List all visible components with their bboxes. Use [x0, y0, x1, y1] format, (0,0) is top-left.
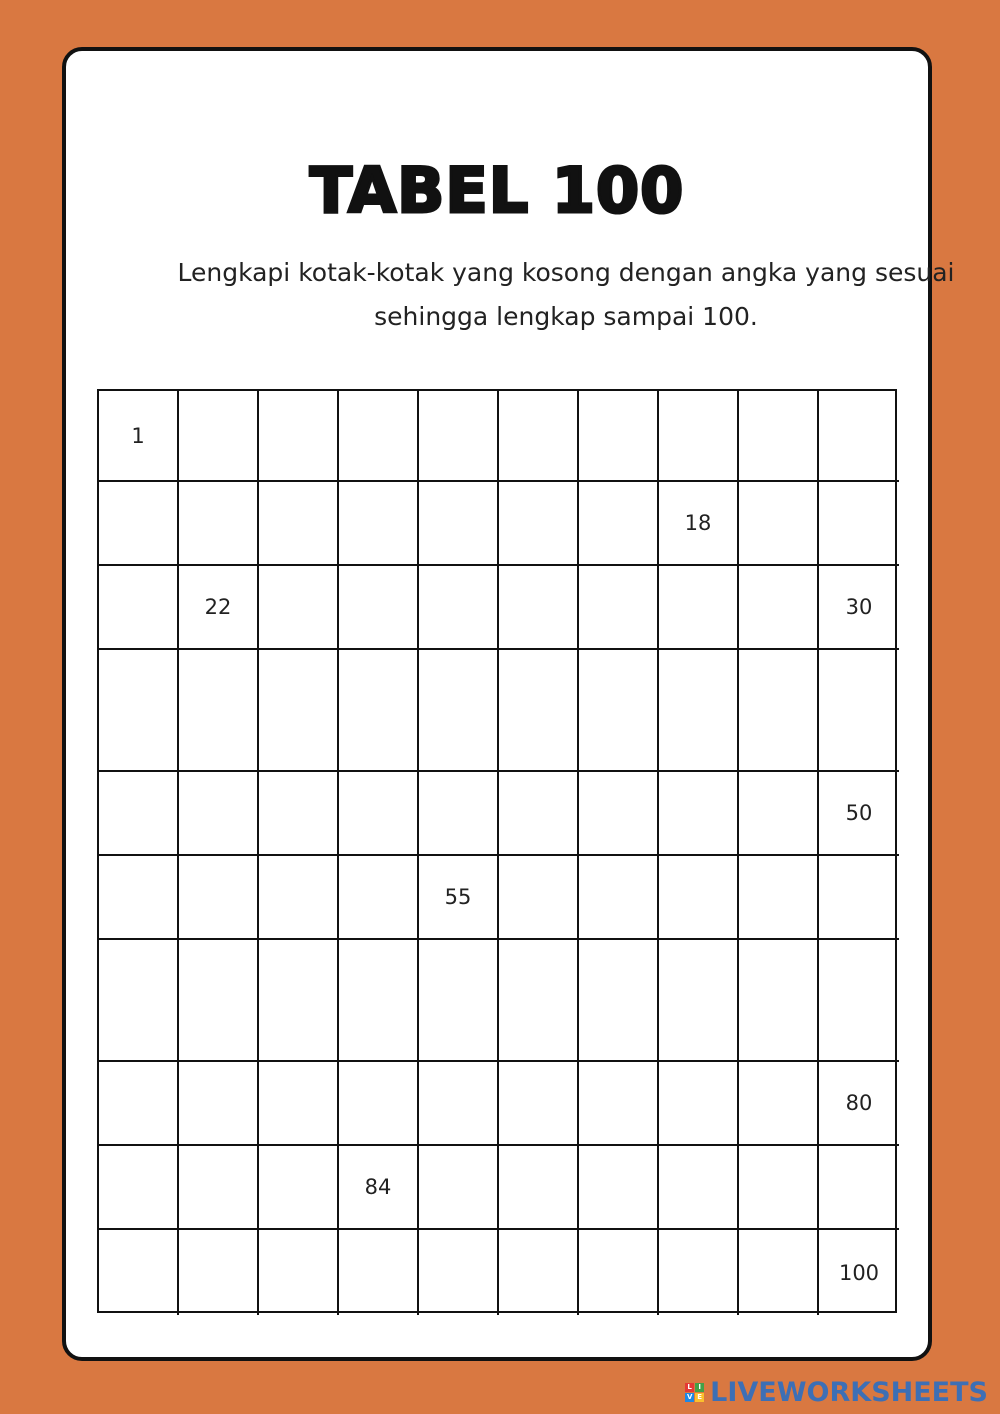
liveworksheets-brand: [685, 1377, 988, 1408]
grid-cell-blank[interactable]: [499, 1146, 579, 1230]
grid-cell-blank[interactable]: [99, 482, 179, 566]
grid-cell-blank[interactable]: [739, 940, 819, 1062]
grid-cell-blank[interactable]: [739, 650, 819, 772]
grid-cell-blank[interactable]: [739, 566, 819, 650]
grid-cell-blank[interactable]: [419, 1230, 499, 1315]
grid-cell-blank[interactable]: [259, 391, 339, 482]
grid-cell-blank[interactable]: [579, 1146, 659, 1230]
grid-cell-blank[interactable]: [99, 856, 179, 940]
grid-cell-number: 1: [99, 391, 179, 482]
grid-cell-blank[interactable]: [579, 566, 659, 650]
grid-cell-blank[interactable]: [499, 650, 579, 772]
grid-cell-blank[interactable]: [99, 1230, 179, 1315]
grid-cell-blank[interactable]: [659, 772, 739, 856]
grid-cell-blank[interactable]: [499, 566, 579, 650]
grid-cell-blank[interactable]: [659, 1062, 739, 1146]
grid-cell-blank[interactable]: [659, 856, 739, 940]
grid-cell-blank[interactable]: [819, 482, 899, 566]
grid-cell-blank[interactable]: [259, 1230, 339, 1315]
grid-cell-blank[interactable]: [579, 650, 659, 772]
grid-cell-blank[interactable]: [419, 772, 499, 856]
grid-cell-blank[interactable]: [419, 391, 499, 482]
grid-cell-blank[interactable]: [579, 391, 659, 482]
grid-cell-blank[interactable]: [259, 772, 339, 856]
grid-cell-blank[interactable]: [659, 1230, 739, 1315]
worksheet-title: TABEL 100: [309, 154, 685, 227]
grid-cell-number: 80: [819, 1062, 899, 1146]
grid-cell-blank[interactable]: [99, 566, 179, 650]
grid-cell-blank[interactable]: [499, 940, 579, 1062]
grid-cell-blank[interactable]: [419, 482, 499, 566]
grid-cell-blank[interactable]: [739, 856, 819, 940]
grid-cell-blank[interactable]: [339, 856, 419, 940]
grid-cell-blank[interactable]: [179, 940, 259, 1062]
grid-cell-blank[interactable]: [739, 1230, 819, 1315]
grid-cell-blank[interactable]: [499, 391, 579, 482]
grid-cell-blank[interactable]: [659, 566, 739, 650]
grid-cell-blank[interactable]: [419, 650, 499, 772]
grid-cell-blank[interactable]: [99, 1146, 179, 1230]
grid-cell-blank[interactable]: [179, 650, 259, 772]
grid-cell-blank[interactable]: [419, 940, 499, 1062]
grid-cell-blank[interactable]: [179, 1146, 259, 1230]
grid-cell-number: 55: [419, 856, 499, 940]
grid-cell-blank[interactable]: [579, 772, 659, 856]
grid-cell-blank[interactable]: [259, 1146, 339, 1230]
grid-cell-blank[interactable]: [99, 1062, 179, 1146]
grid-cell-blank[interactable]: [499, 482, 579, 566]
grid-cell-number: 100: [838, 1260, 880, 1285]
grid-cell-blank[interactable]: [819, 391, 899, 482]
grid-cell-blank[interactable]: [259, 650, 339, 772]
grid-cell-blank[interactable]: [259, 856, 339, 940]
grid-cell-blank[interactable]: [259, 1062, 339, 1146]
logo-letter: L: [685, 1383, 694, 1392]
grid-cell-blank[interactable]: [99, 940, 179, 1062]
grid-cell-blank[interactable]: [499, 1230, 579, 1315]
grid-cell-blank[interactable]: [339, 772, 419, 856]
grid-cell-blank[interactable]: [339, 566, 419, 650]
grid-cell-blank[interactable]: [419, 1062, 499, 1146]
grid-cell-blank[interactable]: [259, 482, 339, 566]
grid-cell-blank[interactable]: [339, 482, 419, 566]
grid-cell-blank[interactable]: [739, 482, 819, 566]
grid-cell-number: 50: [819, 772, 899, 856]
logo-letter: I: [695, 1383, 704, 1392]
grid-cell-blank[interactable]: [659, 1146, 739, 1230]
grid-cell-blank[interactable]: [339, 391, 419, 482]
liveworksheets-logo-icon: [685, 1383, 704, 1402]
grid-cell-blank[interactable]: [659, 650, 739, 772]
grid-cell-blank[interactable]: [339, 940, 419, 1062]
grid-cell-number: 30: [819, 566, 899, 650]
grid-cell-blank[interactable]: [179, 482, 259, 566]
grid-cell-blank[interactable]: [739, 1062, 819, 1146]
grid-cell-blank[interactable]: [179, 391, 259, 482]
number-grid: [97, 389, 897, 1313]
grid-cell-blank[interactable]: [739, 772, 819, 856]
grid-cell-blank[interactable]: [819, 856, 899, 940]
grid-cell-blank[interactable]: [499, 772, 579, 856]
grid-cell-blank[interactable]: [339, 650, 419, 772]
grid-cell-blank[interactable]: [659, 940, 739, 1062]
grid-cell-number: 22: [179, 566, 259, 650]
grid-cell-blank[interactable]: [99, 772, 179, 856]
grid-cell-blank[interactable]: [579, 856, 659, 940]
grid-cell-blank[interactable]: [339, 1062, 419, 1146]
grid-cell-blank[interactable]: [579, 1062, 659, 1146]
grid-cell-blank[interactable]: [659, 391, 739, 482]
brand-name: LIVEWORKSHEETS: [710, 1377, 988, 1408]
worksheet-instructions: Lengkapi kotak-kotak yang kosong dengan angka yang sesuai sehingga lengkap sampai 100.: [177, 258, 955, 331]
grid-cell-blank[interactable]: [819, 940, 899, 1062]
grid-cell-blank[interactable]: [819, 650, 899, 772]
grid-cell-blank[interactable]: [579, 482, 659, 566]
grid-cell-blank[interactable]: [99, 650, 179, 772]
grid-cell-blank[interactable]: [179, 772, 259, 856]
grid-cell-blank[interactable]: [579, 940, 659, 1062]
grid-cell-blank[interactable]: [339, 1230, 419, 1315]
logo-letter: E: [695, 1393, 704, 1402]
grid-cell-number: 84: [339, 1146, 419, 1230]
grid-cell-blank[interactable]: [179, 1230, 259, 1315]
grid-cell-blank[interactable]: [499, 856, 579, 940]
logo-letter: V: [686, 1393, 693, 1401]
grid-cell-blank[interactable]: [819, 1146, 899, 1230]
grid-cell-blank[interactable]: [499, 1062, 579, 1146]
grid-cell-blank[interactable]: [579, 1230, 659, 1315]
grid-cell-blank[interactable]: [179, 1062, 259, 1146]
grid-cell-blank[interactable]: [739, 391, 819, 482]
grid-cell-blank[interactable]: [419, 566, 499, 650]
grid-cell-blank[interactable]: [259, 566, 339, 650]
grid-cell-blank[interactable]: [259, 940, 339, 1062]
grid-cell-blank[interactable]: [179, 856, 259, 940]
grid-cell-blank[interactable]: [419, 1146, 499, 1230]
grid-cell-blank[interactable]: [739, 1146, 819, 1230]
grid-cell-number: 18: [659, 482, 739, 566]
